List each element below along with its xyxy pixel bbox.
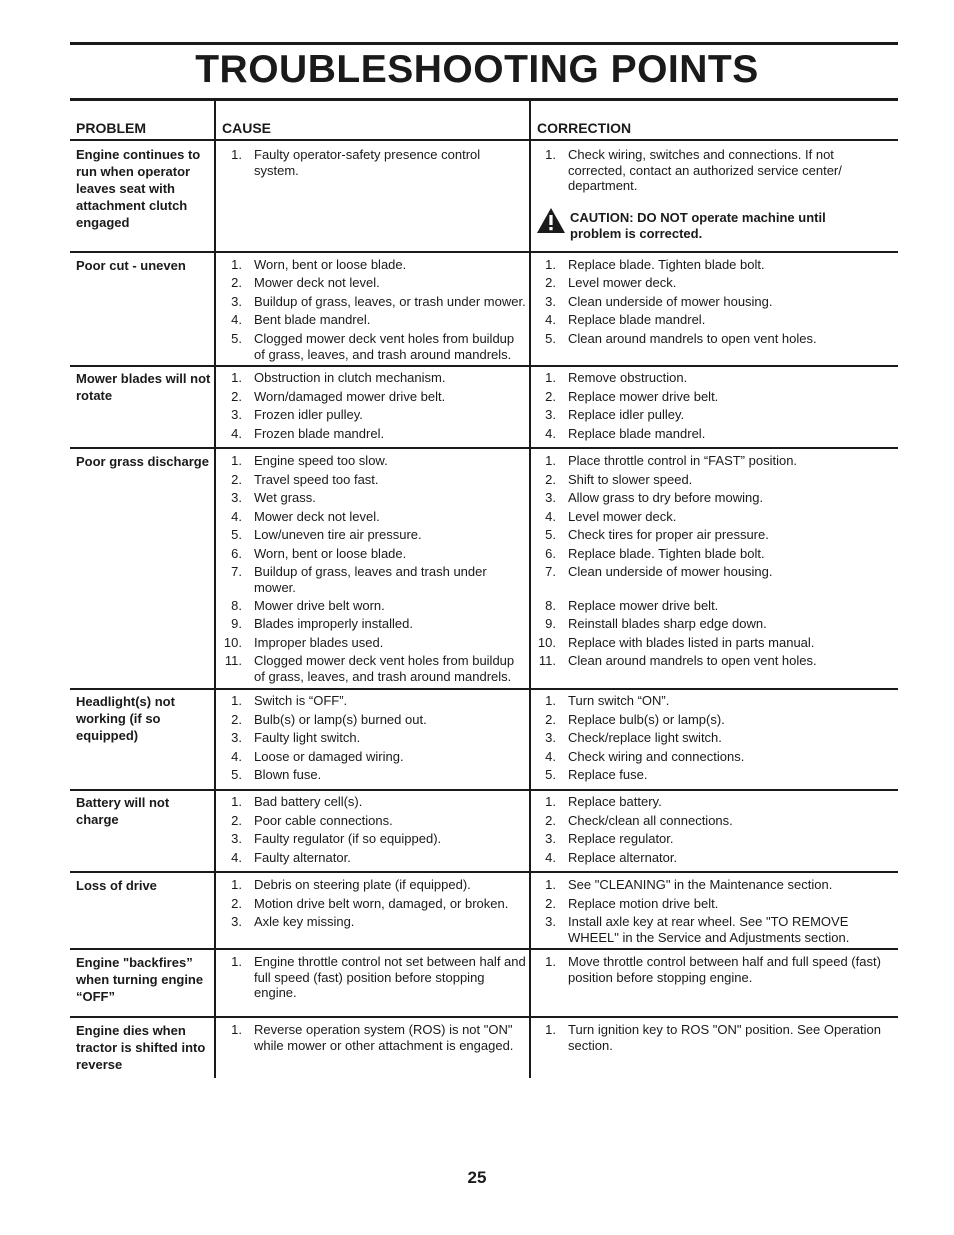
item-number: 5. — [231, 767, 242, 782]
cause-text: Travel speed too fast. — [254, 472, 379, 487]
correction-text: Install axle key at rear wheel. See "TO REMOVE WHEEL" in the Service and Adjustments section. — [568, 914, 850, 945]
cause-text: Mower deck not level. — [254, 509, 380, 524]
item-number: 1. — [231, 257, 242, 272]
cause-text: Buildup of grass, leaves and trash under mower. — [254, 564, 487, 595]
row-separator — [70, 447, 898, 449]
correction-text: Clean underside of mower housing. — [568, 294, 773, 309]
cause-text: Bulb(s) or lamp(s) burned out. — [254, 712, 427, 727]
correction-text: Allow grass to dry before mowing. — [568, 490, 764, 505]
cause-text: Wet grass. — [254, 490, 316, 505]
item-number: 3. — [231, 914, 242, 929]
item-number: 10. — [223, 635, 242, 650]
item-number: 1. — [545, 370, 556, 385]
correction-text: Check/clean all connections. — [568, 813, 733, 828]
item-number: 8. — [231, 598, 242, 613]
item-number: 9. — [231, 616, 242, 631]
item-number: 1. — [545, 794, 556, 809]
correction-text: Replace blade. Tighten blade bolt. — [568, 257, 765, 272]
correction-text: Replace battery. — [568, 794, 662, 809]
correction-text: Place throttle control in “FAST” position. — [568, 453, 798, 468]
cause-text: Loose or damaged wiring. — [254, 749, 404, 764]
cause-text: Improper blades used. — [254, 635, 384, 650]
row-separator — [70, 789, 898, 791]
item-number: 2. — [231, 472, 242, 487]
header-rule — [70, 139, 898, 141]
item-number: 2. — [231, 813, 242, 828]
item-number: 3. — [545, 730, 556, 745]
item-number: 2. — [545, 813, 556, 828]
item-number: 4. — [545, 426, 556, 441]
cause-text: Mower deck not level. — [254, 275, 380, 290]
item-number: 3. — [231, 831, 242, 846]
problem-label: Loss of drive — [76, 878, 157, 893]
item-number: 3. — [545, 914, 556, 929]
item-number: 7. — [231, 564, 242, 579]
item-number: 6. — [545, 546, 556, 561]
correction-text: Turn ignition key to ROS "ON" position. See Operation section. — [568, 1022, 881, 1053]
item-number: 5. — [545, 331, 556, 346]
cause-text: Obstruction in clutch mechanism. — [254, 370, 446, 385]
item-number: 9. — [545, 616, 556, 631]
item-number: 1. — [545, 954, 556, 969]
cause-text: Frozen idler pulley. — [254, 407, 363, 422]
item-number: 3. — [231, 294, 242, 309]
item-number: 4. — [545, 749, 556, 764]
cause-text: Clogged mower deck vent holes from buildup of grass, leaves, and trash around mandrels. — [254, 653, 515, 684]
item-number: 4. — [231, 426, 242, 441]
correction-text: Replace motion drive belt. — [568, 896, 719, 911]
item-number: 2. — [545, 712, 556, 727]
item-number: 11. — [224, 653, 242, 668]
item-number: 4. — [545, 509, 556, 524]
cause-text: Faulty operator-safety presence control system. — [254, 147, 481, 178]
item-number: 1. — [545, 453, 556, 468]
cause-text: Faulty regulator (if so equipped). — [254, 831, 442, 846]
correction-text: Replace blade mandrel. — [568, 312, 706, 327]
correction-text: Replace blade mandrel. — [568, 426, 706, 441]
item-number: 7. — [545, 564, 556, 579]
item-number: 4. — [545, 312, 556, 327]
correction-text: Check wiring and connections. — [568, 749, 745, 764]
header-problem: PROBLEM — [76, 120, 146, 136]
item-number: 2. — [231, 712, 242, 727]
caution-note — [536, 207, 826, 241]
item-number: 1. — [231, 453, 242, 468]
row-separator — [70, 688, 898, 690]
correction-text: Replace blade. Tighten blade bolt. — [568, 546, 765, 561]
item-number: 2. — [545, 896, 556, 911]
cause-text: Faulty light switch. — [254, 730, 361, 745]
correction-text: Level mower deck. — [568, 509, 677, 524]
item-number: 2. — [545, 275, 556, 290]
problem-label: Engine dies when tractor is shifted into reverse — [76, 1023, 206, 1072]
cause-text: Debris on steering plate (if equipped). — [254, 877, 471, 892]
header-correction: CORRECTION — [537, 120, 632, 136]
item-number: 1. — [231, 693, 242, 708]
problem-label: Poor grass discharge — [76, 454, 209, 469]
item-number: 5. — [231, 527, 242, 542]
item-number: 3. — [545, 490, 556, 505]
header-cause: CAUSE — [222, 120, 272, 136]
item-number: 2. — [545, 389, 556, 404]
problem-label: Battery will not charge — [76, 795, 170, 827]
item-number: 5. — [231, 331, 242, 346]
item-number: 4. — [545, 850, 556, 865]
correction-text: Remove obstruction. — [568, 370, 688, 385]
item-number: 2. — [545, 472, 556, 487]
item-number: 3. — [545, 294, 556, 309]
cause-text: Poor cable connections. — [254, 813, 393, 828]
correction-text: Replace idler pulley. — [568, 407, 685, 422]
item-number: 1. — [231, 147, 242, 162]
row-separator — [70, 251, 898, 253]
cause-text: Bad battery cell(s). — [254, 794, 363, 809]
cause-text: Worn/damaged mower drive belt. — [254, 389, 446, 404]
cause-text: Mower drive belt worn. — [254, 598, 385, 613]
correction-text: Clean underside of mower housing. — [568, 564, 773, 579]
cause-text: Bent blade mandrel. — [254, 312, 371, 327]
cause-text: Blades improperly installed. — [254, 616, 413, 631]
item-number: 3. — [231, 730, 242, 745]
item-number: 1. — [231, 877, 242, 892]
correction-text: See "CLEANING" in the Maintenance section. — [568, 877, 833, 892]
item-number: 1. — [231, 370, 242, 385]
problem-label: Engine continues to run when operator leaves seat with attachment clutch engaged — [76, 147, 201, 230]
problem-label: Mower blades will not rotate — [76, 371, 211, 403]
page-number: 25 — [467, 1168, 487, 1187]
cause-text: Blown fuse. — [254, 767, 322, 782]
item-number: 4. — [231, 749, 242, 764]
item-number: 4. — [231, 509, 242, 524]
correction-text: Shift to slower speed. — [568, 472, 693, 487]
cause-text: Worn, bent or loose blade. — [254, 546, 407, 561]
correction-text: Replace alternator. — [568, 850, 678, 865]
row-separator — [70, 1016, 898, 1018]
item-number: 10. — [537, 635, 556, 650]
item-number: 3. — [231, 407, 242, 422]
item-number: 2. — [231, 896, 242, 911]
cause-text: Engine throttle control not set between half and full speed (fast) position before stopping engine. — [254, 954, 526, 1000]
correction-text: Turn switch “ON”. — [568, 693, 670, 708]
item-number: 1. — [231, 954, 242, 969]
correction-text: Replace bulb(s) or lamp(s). — [568, 712, 725, 727]
item-number: 5. — [545, 527, 556, 542]
item-number: 3. — [545, 831, 556, 846]
item-number: 1. — [545, 877, 556, 892]
correction-text: Replace mower drive belt. — [568, 389, 719, 404]
item-number: 1. — [231, 1022, 242, 1037]
correction-text: Replace fuse. — [568, 767, 648, 782]
warning-icon — [536, 207, 566, 234]
cause-text: Reverse operation system (ROS) is not "ON" while mower or other attachment is engaged. — [254, 1022, 514, 1053]
problem-label: Engine "backfires” when turning engine “OFF” — [76, 955, 204, 1004]
cause-text: Frozen blade mandrel. — [254, 426, 385, 441]
row-separator — [70, 948, 898, 950]
correction-text: Level mower deck. — [568, 275, 677, 290]
item-number: 1. — [545, 693, 556, 708]
correction-text: Move throttle control between half and full speed (fast) position before stopping engine. — [568, 954, 881, 985]
correction-text: Replace mower drive belt. — [568, 598, 719, 613]
correction-text: Clean around mandrels to open vent holes. — [568, 653, 817, 668]
cause-text: Switch is “OFF”. — [254, 693, 348, 708]
row-separator — [70, 365, 898, 367]
problem-label: Poor cut - uneven — [76, 258, 186, 273]
item-number: 2. — [231, 275, 242, 290]
correction-text: Clean around mandrels to open vent holes. — [568, 331, 817, 346]
correction-text: Check/replace light switch. — [568, 730, 722, 745]
item-number: 3. — [545, 407, 556, 422]
cause-text: Engine speed too slow. — [254, 453, 388, 468]
item-number: 2. — [231, 389, 242, 404]
problem-label: Headlight(s) not working (if so equipped) — [76, 694, 175, 743]
item-number: 8. — [545, 598, 556, 613]
item-number: 11. — [538, 653, 556, 668]
correction-text: Check wiring, switches and connections. If not corrected, contact an authorized service center/ department. — [568, 147, 842, 193]
row-separator — [70, 871, 898, 873]
column-divider-problem — [214, 101, 216, 1078]
cause-text: Low/uneven tire air pressure. — [254, 527, 422, 542]
item-number: 5. — [545, 767, 556, 782]
item-number: 1. — [231, 794, 242, 809]
title-rule — [70, 98, 898, 101]
cause-text: Axle key missing. — [254, 914, 355, 929]
item-number: 4. — [231, 312, 242, 327]
cause-text: Motion drive belt worn, damaged, or broken. — [254, 896, 509, 911]
cause-text: Clogged mower deck vent holes from buildup of grass, leaves, and trash around mandrels. — [254, 331, 515, 362]
page-title: TROUBLESHOOTING POINTS — [195, 48, 759, 91]
correction-text: Replace with blades listed in parts manual. — [568, 635, 815, 650]
correction-text: Replace regulator. — [568, 831, 674, 846]
cause-text: Faulty alternator. — [254, 850, 351, 865]
item-number: 6. — [231, 546, 242, 561]
cause-text: Worn, bent or loose blade. — [254, 257, 407, 272]
correction-text: Check tires for proper air pressure. — [568, 527, 769, 542]
item-number: 1. — [545, 1022, 556, 1037]
item-number: 4. — [231, 850, 242, 865]
cause-text: Buildup of grass, leaves, or trash under mower. — [254, 294, 526, 309]
item-number: 3. — [231, 490, 242, 505]
column-divider-cause — [529, 101, 531, 1078]
correction-text: Reinstall blades sharp edge down. — [568, 616, 767, 631]
top-rule — [70, 42, 898, 45]
item-number: 1. — [545, 147, 556, 162]
caution-text: CAUTION: DO NOT operate machine until problem is corrected. — [570, 210, 826, 241]
item-number: 1. — [545, 257, 556, 272]
